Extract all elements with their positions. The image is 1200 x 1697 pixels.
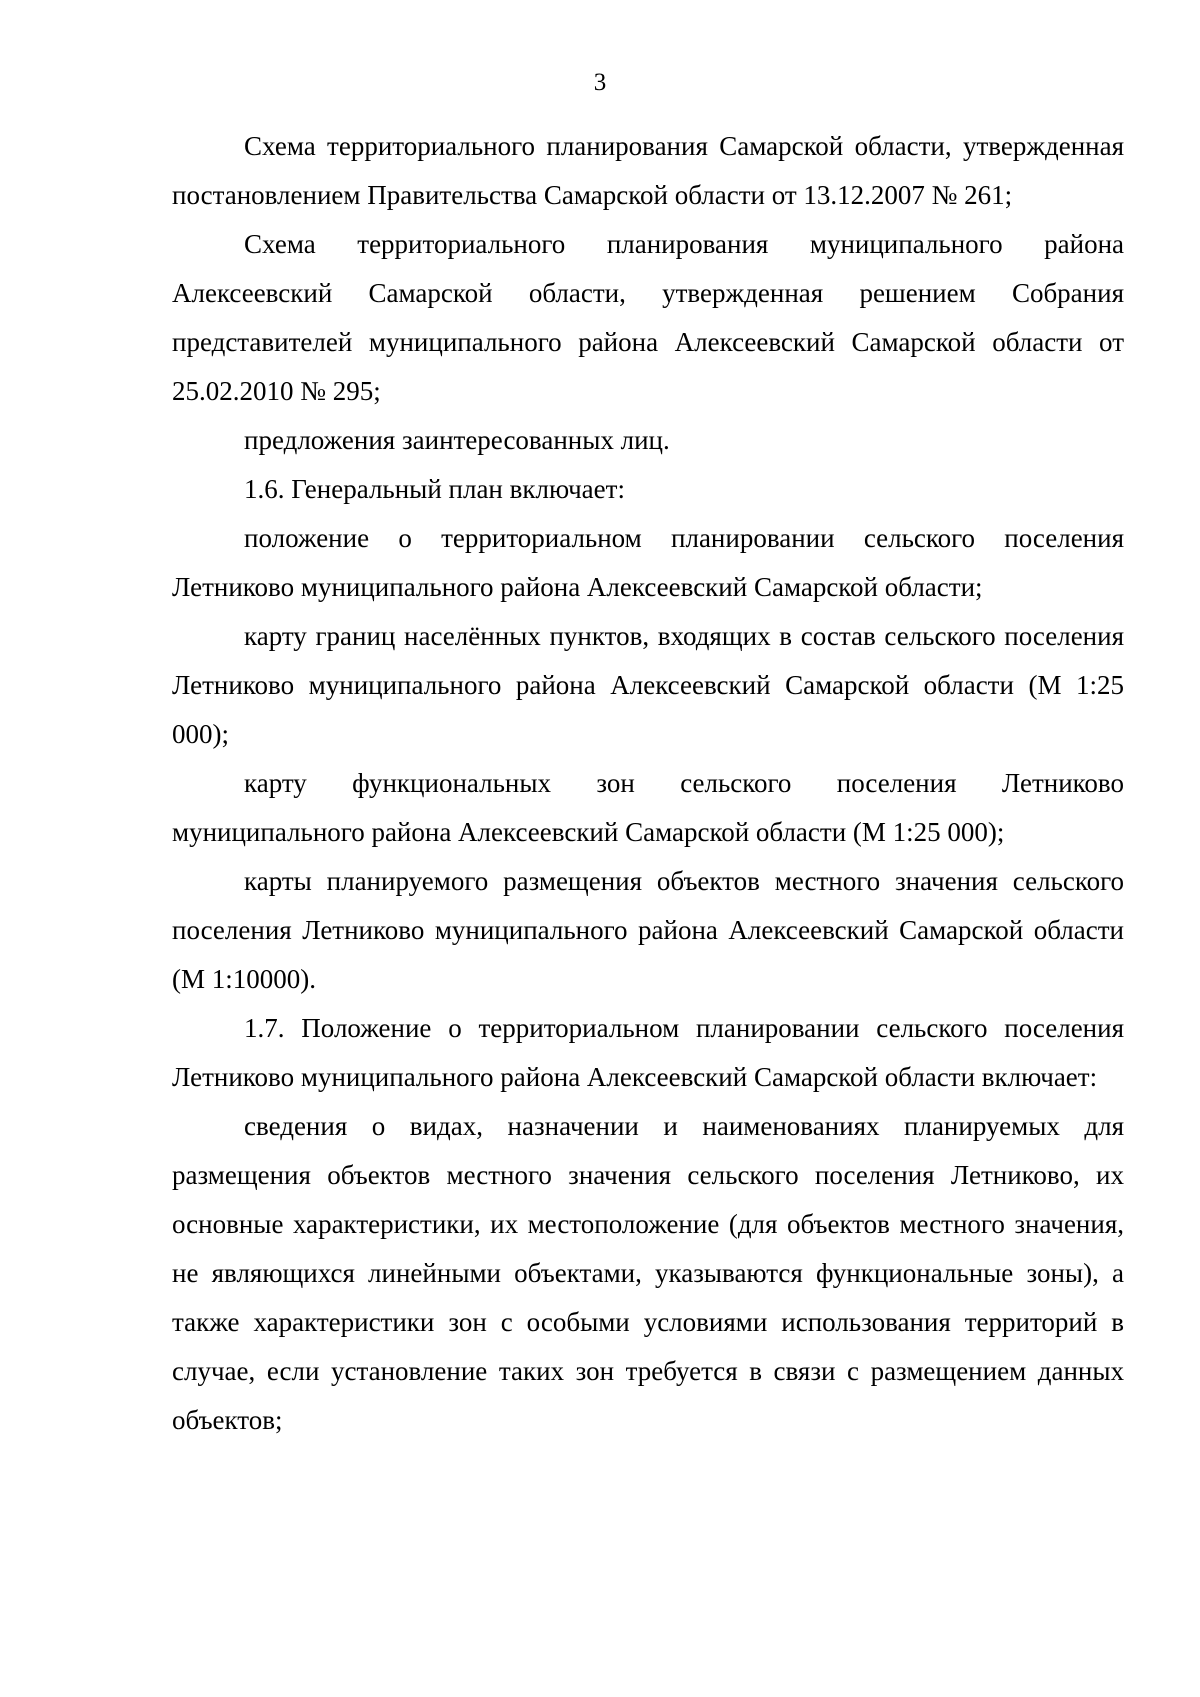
paragraph-map-boundaries: карту границ населённых пунктов, входящих в состав сельского поселения Летниково муниципального района Алексеевский Самарской области (М 1:25 000); bbox=[172, 621, 1124, 749]
paragraph-section-1-7: 1.7. Положение о территориальном планировании сельского поселения Летниково муниципального района Алексеевский Самарской области включает: bbox=[172, 1013, 1124, 1092]
paragraph-provision: положение о территориальном планировании сельского поселения Летниково муниципального района Алексеевский Самарской области; bbox=[172, 523, 1124, 602]
paragraph-proposals: предложения заинтересованных лиц. bbox=[244, 425, 670, 455]
paragraph-information: сведения о видах, назначении и наименованиях планируемых для размещения объектов местного значения сельского поселения Летниково, их основные характеристики, их местоположение (для объектов местного значения, не являющихся линейными объектами, указываются функциональные зоны), а также характеристики зон с особыми условиями использования территорий в случае, если установление таких зон требуется в связи с размещением данных объектов; bbox=[172, 1111, 1124, 1435]
paragraph-map-zones: карту функциональных зон сельского поселения Летниково муниципального района Алексеевский Самарской области (М 1:25 000); bbox=[172, 768, 1124, 847]
paragraph-map-objects: карты планируемого размещения объектов местного значения сельского поселения Летниково муниципального района Алексеевский Самарской области (М 1:10000). bbox=[172, 866, 1124, 994]
paragraph-scheme-district: Схема территориального планирования муниципального района Алексеевский Самарской области, утвержденная решением Собрания представителей муниципального района Алексеевский Самарской области от 25.02.2010 № 295; bbox=[172, 229, 1124, 406]
paragraph-section-1-6: 1.6. Генеральный план включает: bbox=[244, 474, 625, 504]
document-body bbox=[172, 122, 1124, 1445]
page-number: 3 bbox=[593, 69, 607, 96]
paragraph-scheme-regional: Схема территориального планирования Самарской области, утвержденная постановлением Правительства Самарской области от 13.12.2007 № 261; bbox=[172, 131, 1124, 210]
